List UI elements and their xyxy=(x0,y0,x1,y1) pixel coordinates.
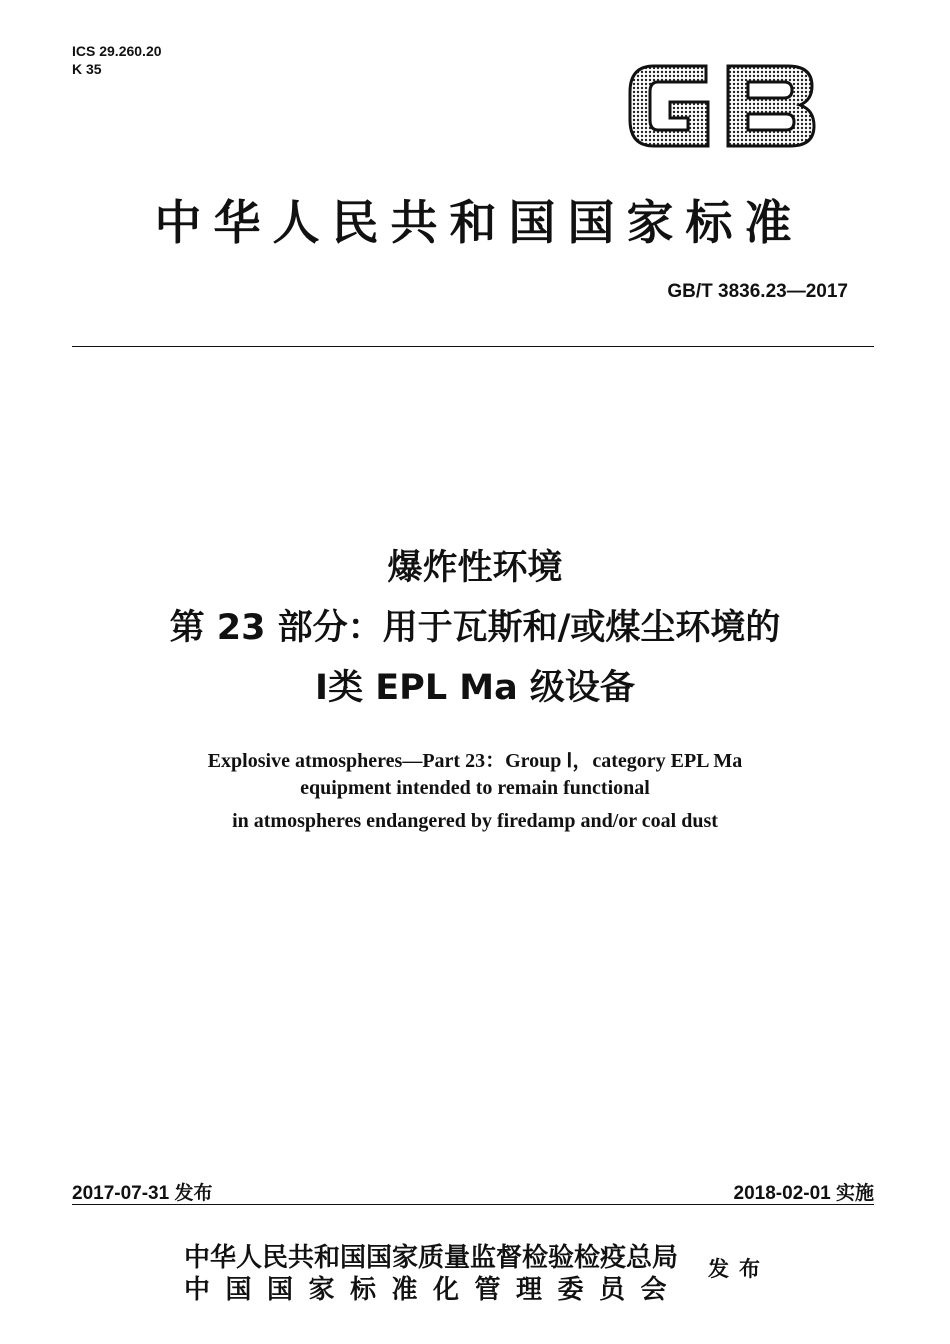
publish-date: 2017-07-31 发布 xyxy=(72,1183,213,1204)
standard-number: GB/T 3836.23—2017 xyxy=(667,281,848,302)
classification-codes xyxy=(72,42,162,78)
issuer-line-2: 中国国家标准化管理委员会 xyxy=(184,1275,683,1305)
chinese-title-line-1: 爆炸性环境 xyxy=(387,548,563,588)
gb-logo xyxy=(624,58,820,154)
implementation-date: 2018-02-01 实施 xyxy=(733,1183,874,1204)
english-title-line-1: Explosive atmospheres—Part 23：Group Ⅰ，category EPL Ma xyxy=(207,750,743,772)
header-divider xyxy=(72,346,874,347)
footer-divider xyxy=(72,1204,874,1205)
chinese-title-line-3: Ⅰ类 EPL Ma 级设备 xyxy=(315,668,635,708)
issuer-line-1: 中华人民共和国国家质量监督检验检疫总局 xyxy=(184,1243,679,1273)
chinese-title-line-2: 第 23 部分：用于瓦斯和/或煤尘环境的 xyxy=(169,608,781,648)
national-standard-title: 中华人民共和国国家标准 xyxy=(154,196,804,251)
issued-by-label: 发布 xyxy=(708,1256,770,1281)
ics-code: ICS 29.260.20 xyxy=(72,43,162,59)
english-title-line-2: equipment intended to remain functional xyxy=(300,777,650,799)
english-title-line-3: in atmospheres endangered by firedamp and/or coal dust xyxy=(232,810,718,832)
ccs-code: K 35 xyxy=(72,61,102,77)
